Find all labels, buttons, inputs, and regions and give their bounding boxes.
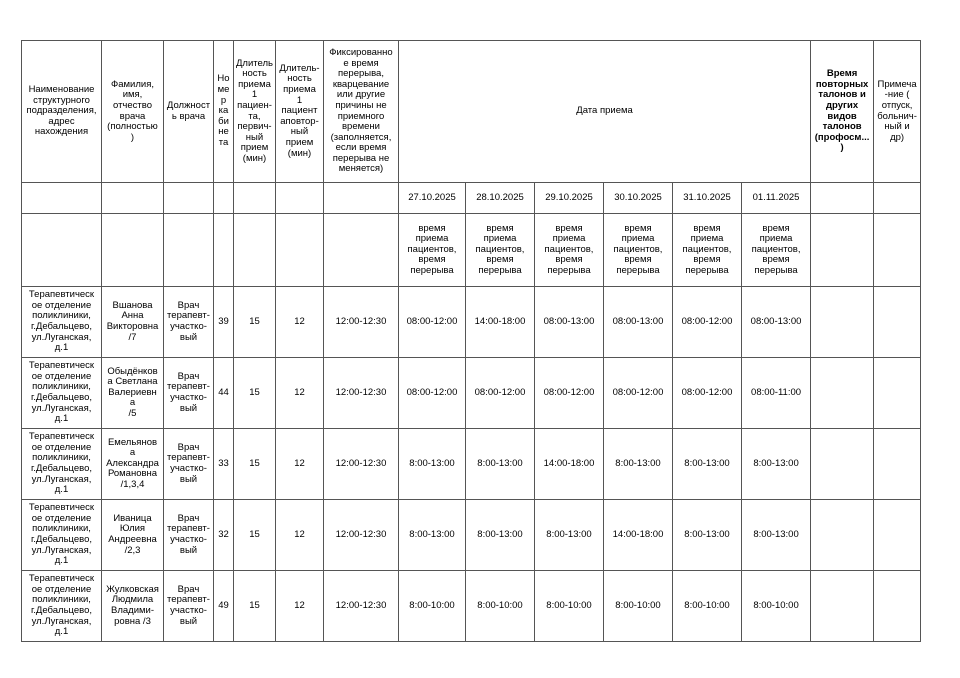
empty-cell	[214, 183, 234, 214]
empty-cell	[874, 214, 921, 287]
time-cell: 08:00-13:00	[742, 287, 811, 358]
subheader-cell: время приема пациентов, время перерыва	[604, 214, 673, 287]
empty-cell	[22, 183, 102, 214]
notes-cell	[874, 358, 921, 429]
time-cell: 08:00-12:00	[399, 287, 466, 358]
position-cell: Врач терапевт- участко- вый	[164, 571, 214, 642]
position-cell: Врач терапевт- участко- вый	[164, 287, 214, 358]
subheader-cell: время приема пациентов, время перерыва	[673, 214, 742, 287]
time-cell: 8:00-13:00	[535, 500, 604, 571]
time-cell: 8:00-13:00	[604, 429, 673, 500]
time-cell: 08:00-11:00	[742, 358, 811, 429]
empty-cell	[164, 214, 214, 287]
repeat-tickets-cell	[811, 571, 874, 642]
empty-cell	[234, 214, 276, 287]
date-cell: 29.10.2025	[535, 183, 604, 214]
subheader-cell: время приема пациентов, время перерыва	[535, 214, 604, 287]
unit-cell: Терапевтическ ое отделение поликлиники, г.Дебальцево, ул.Луганская, д.1	[22, 571, 102, 642]
time-cell: 08:00-12:00	[466, 358, 535, 429]
room-cell: 49	[214, 571, 234, 642]
time-cell: 08:00-13:00	[535, 287, 604, 358]
doctor-cell: Жулковская Людмила Владими- ровна /3	[102, 571, 164, 642]
table-row	[22, 358, 921, 429]
date-cell: 01.11.2025	[742, 183, 811, 214]
time-cell: 8:00-13:00	[673, 429, 742, 500]
time-cell: 08:00-12:00	[673, 287, 742, 358]
subheader-cell: время приема пациентов, время перерыва	[466, 214, 535, 287]
dates-row	[22, 183, 921, 214]
time-cell: 8:00-13:00	[466, 500, 535, 571]
subheader-row	[22, 214, 921, 287]
duration-first-cell: 15	[234, 500, 276, 571]
time-cell: 14:00-18:00	[466, 287, 535, 358]
unit-cell: Терапевтическ ое отделение поликлиники, г.Дебальцево, ул.Луганская, д.1	[22, 500, 102, 571]
time-cell: 08:00-13:00	[604, 287, 673, 358]
empty-cell	[874, 183, 921, 214]
header-row	[22, 41, 921, 183]
break-cell: 12:00-12:30	[324, 287, 399, 358]
repeat-tickets-cell	[811, 287, 874, 358]
header-unit: Наименование структурного подразделения, адрес нахождения	[22, 41, 102, 183]
header-dates-title: Дата приема	[399, 41, 811, 183]
header-duration-repeat: Длитель- ность приема 1 пациент аповтор- ный прием (мин)	[276, 41, 324, 183]
date-cell: 30.10.2025	[604, 183, 673, 214]
duration-repeat-cell: 12	[276, 571, 324, 642]
time-cell: 8:00-10:00	[535, 571, 604, 642]
notes-cell	[874, 500, 921, 571]
doctor-cell: Обыдёнков а Светлана Валериевн а /5	[102, 358, 164, 429]
time-cell: 14:00-18:00	[535, 429, 604, 500]
duration-repeat-cell: 12	[276, 429, 324, 500]
subheader-cell: время приема пациентов, время перерыва	[742, 214, 811, 287]
table-row	[22, 571, 921, 642]
position-cell: Врач терапевт- участко- вый	[164, 500, 214, 571]
time-cell: 8:00-13:00	[673, 500, 742, 571]
room-cell: 32	[214, 500, 234, 571]
empty-cell	[214, 214, 234, 287]
time-cell: 8:00-13:00	[399, 429, 466, 500]
room-cell: 33	[214, 429, 234, 500]
subheader-cell: время приема пациентов, время перерыва	[399, 214, 466, 287]
position-cell: Врач терапевт- участко- вый	[164, 429, 214, 500]
time-cell: 08:00-12:00	[535, 358, 604, 429]
empty-cell	[811, 214, 874, 287]
duration-first-cell: 15	[234, 571, 276, 642]
date-cell: 31.10.2025	[673, 183, 742, 214]
empty-cell	[102, 214, 164, 287]
table-row	[22, 287, 921, 358]
unit-cell: Терапевтическ ое отделение поликлиники, г.Дебальцево, ул.Луганская, д.1	[22, 429, 102, 500]
repeat-tickets-cell	[811, 500, 874, 571]
break-cell: 12:00-12:30	[324, 571, 399, 642]
doctor-cell: Вшанова Анна Викторовна /7	[102, 287, 164, 358]
break-cell: 12:00-12:30	[324, 429, 399, 500]
notes-cell	[874, 571, 921, 642]
date-cell: 28.10.2025	[466, 183, 535, 214]
empty-cell	[324, 183, 399, 214]
schedule-table	[21, 40, 921, 642]
header-notes: Примеча -ние ( отпуск, больнич- ный и др)	[874, 41, 921, 183]
header-doctor: Фамилия, имя, отчество врача (полностью )	[102, 41, 164, 183]
empty-cell	[276, 183, 324, 214]
position-cell: Врач терапевт- участко- вый	[164, 358, 214, 429]
break-cell: 12:00-12:30	[324, 500, 399, 571]
header-duration-first: Длитель ность приема 1 пациен- та, первич- ный прием (мин)	[234, 41, 276, 183]
time-cell: 8:00-13:00	[742, 429, 811, 500]
header-room: Но ме р ка би не та	[214, 41, 234, 183]
empty-cell	[811, 183, 874, 214]
time-cell: 08:00-12:00	[604, 358, 673, 429]
empty-cell	[276, 214, 324, 287]
notes-cell	[874, 429, 921, 500]
room-cell: 39	[214, 287, 234, 358]
repeat-tickets-cell	[811, 429, 874, 500]
duration-repeat-cell: 12	[276, 358, 324, 429]
doctor-cell: Иваница Юлия Андреевна /2,3	[102, 500, 164, 571]
header-repeat-tickets: Время повторных талонов и других видов талонов (профосм... )	[811, 41, 874, 183]
empty-cell	[164, 183, 214, 214]
time-cell: 8:00-10:00	[604, 571, 673, 642]
empty-cell	[102, 183, 164, 214]
table-row	[22, 429, 921, 500]
header-break-fixed: Фиксированно е время перерыва, кварцевание или другие причины не приемного времени (заполняется, если время перерыва не меняется)	[324, 41, 399, 183]
time-cell: 8:00-13:00	[466, 429, 535, 500]
time-cell: 8:00-10:00	[399, 571, 466, 642]
time-cell: 8:00-13:00	[742, 500, 811, 571]
table-row	[22, 500, 921, 571]
time-cell: 8:00-10:00	[466, 571, 535, 642]
time-cell: 8:00-13:00	[399, 500, 466, 571]
empty-cell	[234, 183, 276, 214]
empty-cell	[22, 214, 102, 287]
duration-repeat-cell: 12	[276, 287, 324, 358]
duration-first-cell: 15	[234, 287, 276, 358]
notes-cell	[874, 287, 921, 358]
break-cell: 12:00-12:30	[324, 358, 399, 429]
duration-repeat-cell: 12	[276, 500, 324, 571]
time-cell: 08:00-12:00	[673, 358, 742, 429]
time-cell: 14:00-18:00	[604, 500, 673, 571]
time-cell: 8:00-10:00	[742, 571, 811, 642]
unit-cell: Терапевтическ ое отделение поликлиники, г.Дебальцево, ул.Луганская, д.1	[22, 358, 102, 429]
room-cell: 44	[214, 358, 234, 429]
duration-first-cell: 15	[234, 358, 276, 429]
header-position: Должност ь врача	[164, 41, 214, 183]
doctor-cell: Емельянов а Александра Романовна /1,3,4	[102, 429, 164, 500]
repeat-tickets-cell	[811, 358, 874, 429]
time-cell: 08:00-12:00	[399, 358, 466, 429]
date-cell: 27.10.2025	[399, 183, 466, 214]
duration-first-cell: 15	[234, 429, 276, 500]
empty-cell	[324, 214, 399, 287]
time-cell: 8:00-10:00	[673, 571, 742, 642]
unit-cell: Терапевтическ ое отделение поликлиники, г.Дебальцево, ул.Луганская, д.1	[22, 287, 102, 358]
